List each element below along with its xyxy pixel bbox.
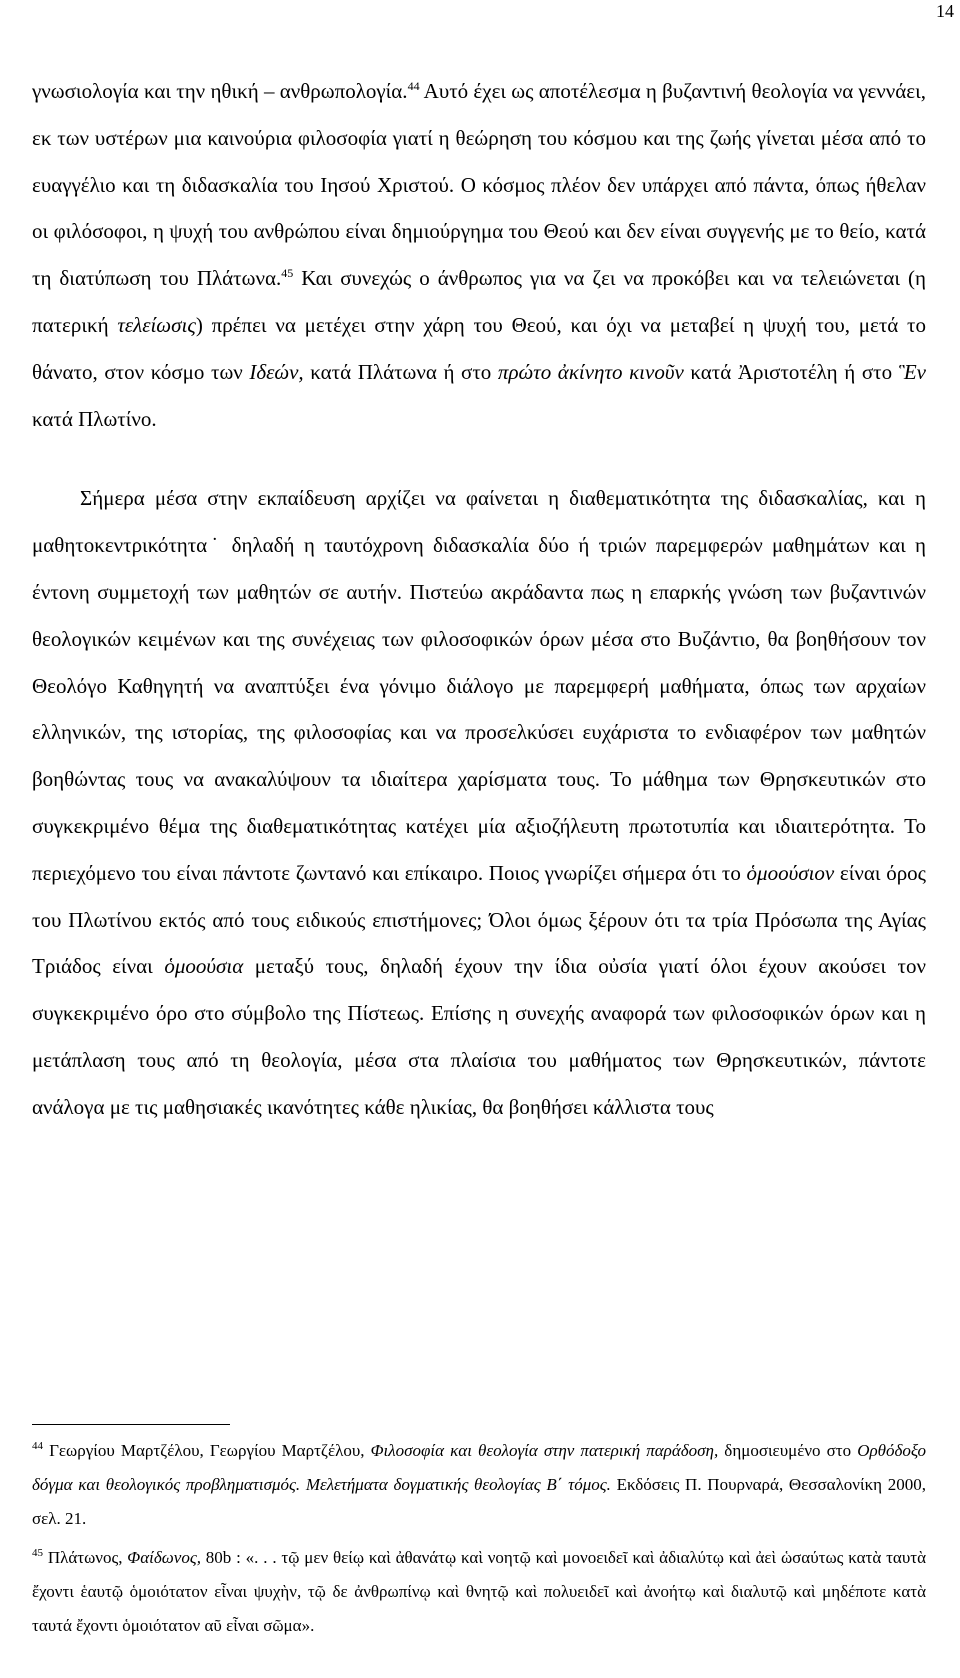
page-number: 14 [936,1,954,21]
text-run: ) πρέπει να μετέχει στην χάρη του Θεού, και όχι να μεταβεί η ψυχή του, μετά το θάνατο, στον κόσμο των [32,312,926,384]
text-run: Αυτό έχει ως αποτέλεσμα η βυζαντινή θεολογία να γεννάει, εκ των υστέρων μια καινούρια φιλοσοφία γιατί η θεώρηση του κόσμου και της ζωής γίνεται μέσα από το ευαγγέλιο και τη διδασκαλία του Ιησού Χριστού. Ο κόσμος πλέον δεν υπάρχει από πάντα, όπως ήθελαν οι φιλόσοφοι, η ψυχή του ανθρώπου είναι δημιούργημα του Θεού και δεν είναι συγγενής με το θείο, κατά τη διατύπωση του Πλάτωνα. [32,79,926,291]
text-run: γνωσιολογία και την ηθική – ανθρωπολογία. [32,79,408,103]
text-run: Εκδόσεις Π. Πουρναρά, Θεσσαλονίκη 2000, σελ. 21. [32,1475,926,1528]
footnote-reference: 45 [281,266,294,281]
paragraph-2 [32,475,926,1130]
italic-term: ὁμοούσιον [746,860,835,885]
italic-term: Ιδεών, [249,359,304,384]
italic-term: Ορθόδοξο δόγμα και θεολογικός προβληματισμός. Μελετήματα δογματικής θεολογίας Β΄ τόμος. [32,1441,926,1494]
text-run: δημοσιευμένο στο [718,1441,858,1460]
paragraph-1 [32,68,926,442]
footnote-reference: 44 [32,1440,43,1452]
footnote-44 [32,1434,926,1536]
italic-term: ὁμοούσια [164,954,244,979]
main-text [32,68,926,1131]
text-run: Σήμερα μέσα στην εκπαίδευση αρχίζει να φαίνεται η διαθεματικότητα της διδασκαλίας, και η μαθητοκεντρικότητα˙ δηλαδή η ταυτόχρονη διδασκαλία δύο ή τριών παρεμφερών μαθημάτων και η έντονη συμμετοχή των μαθητών σε αυτήν. Πιστεύω ακράδαντα πως η επαρκής γνώση των βυζαντινών θεολογικών κειμένων και της συνέχειας των φιλοσοφικών όρων μέσα στο Βυζάντιο, θα βοηθήσουν τον Θεολόγο Καθηγητή να αναπτύξει ένα γόνιμο διάλογο με παρεμφερή μαθήματα, όπως των αρχαίων ελληνικών, της ιστορίας, της φιλοσοφίας και να προσελκύσει ευχάριστα το ενδιαφέρον των μαθητών βοηθώντας τους να ανακαλύψουν τα ιδιαίτερα χαρίσματα τους. Το μάθημα των Θρησκευτικών στο συγκεκριμένο θέμα της διαθεματικότητας κατέχει μία αξιοζήλευτη πρωτοτυπία και ιδιαιτερότητα. Το περιεχόμενο του είναι πάντοτε ζωντανό και επίκαιρο. Ποιος γνωρίζει σήμερα ότι το [32,486,926,885]
footnotes [32,1434,926,1643]
text-run: Και συνεχώς ο άνθρωπος για να ζει να προκόβει και να τελειώνεται (η πατερική [32,266,926,337]
text-run: κατά Πλωτίνο. [32,406,157,431]
italic-term: Ἓν [898,359,926,384]
footnote-reference: 44 [407,79,420,93]
text-run: Πλάτωνος, [43,1548,128,1567]
text-run: είναι όρος του Πλωτίνου εκτός από τους ειδικούς επιστήμονες; Όλοι όμως ξέρουν ότι τα τρία Πρόσωπα της Αγίας Τριάδος είναι [32,860,926,979]
italic-term: Φιλοσοφία και θεολογία στην πατερική παράδοση, [370,1441,719,1460]
footnote-separator [32,1424,230,1425]
text-run: κατά Ἀριστοτέλη ή στο [683,359,899,384]
footnote-45 [32,1541,926,1643]
text-run: 80b : «. . . τῷ μεν θείῳ καὶ ἀθανάτῳ καὶ νοητῷ καὶ μονοειδεῖ καὶ ἀδιαλύτῳ καὶ ἀεὶ ὡσαύτως κατὰ ταυτὰ ἔχοντι ἑαυτῷ ὁμοιότατον εἶναι ψυχὴν, τῷ δε ἀνθρωπίνῳ καὶ θνητῷ καὶ πολυειδεῖ καὶ ἀνοήτῳ καὶ διαλυτῷ καὶ μηδέποτε κατὰ ταυτά ἔχοντι ὁμοιότατον αῦ εἶναι σῶμα». [32,1548,926,1635]
footnote-reference: 45 [32,1547,43,1559]
text-run: κατά Πλάτωνα ή στο [303,359,498,384]
italic-term: πρώτο ἀκίνητο κινοῦν [497,359,684,384]
text-run: Γεωργίου Μαρτζέλου, Γεωργίου Μαρτζέλου, [43,1441,371,1460]
italic-term: τελείωσις [117,312,196,337]
text-run: μεταξύ τους, δηλαδή έχουν την ίδια οὐσία γιατί όλοι έχουν ακούσει τον συγκεκριμένο όρο στο σύμβολο της Πίστεως. Επίσης η συνεχής αναφορά των φιλοσοφικών όρων και η μετάπλαση τους από τη θεολογία, μέσα στα πλαίσια του μαθήματος των Θρησκευτικών, πάντοτε ανάλογα με τις μαθησιακές ικανότητες κάθε ηλικίας, θα βοηθήσει κάλλιστα τους [32,954,926,1119]
italic-term: Φαίδωνος, [127,1548,201,1567]
